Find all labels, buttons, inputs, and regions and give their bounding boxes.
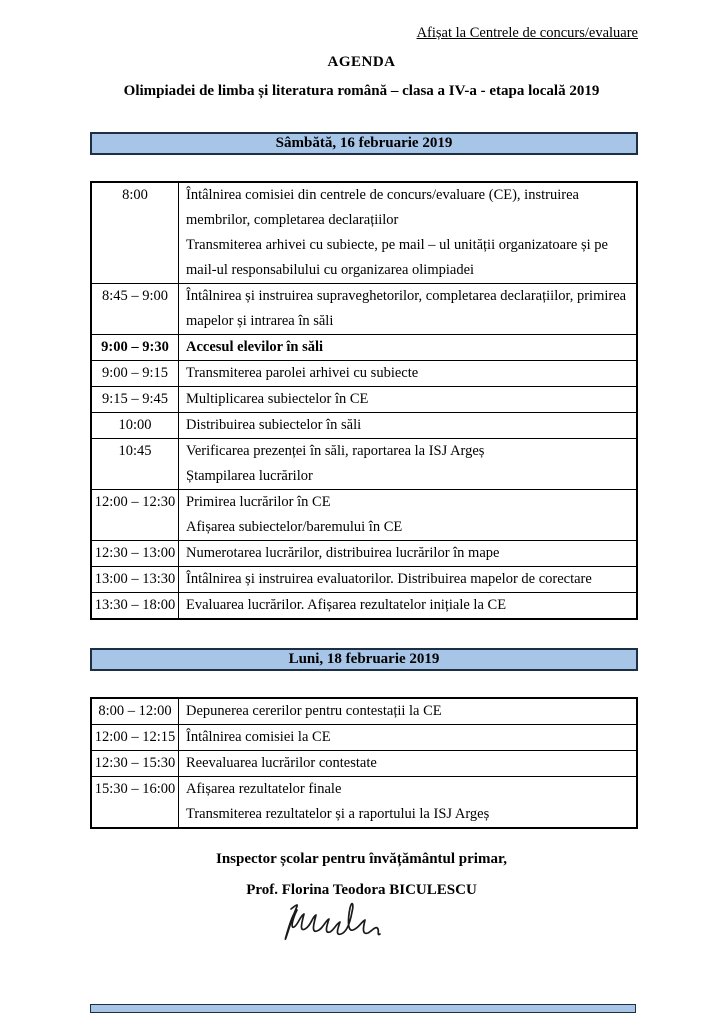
agenda-row xyxy=(91,725,637,751)
activity-paragraph: Verificarea prezenței în săli, raportarea la ISJ Argeș xyxy=(186,443,485,459)
agenda-row xyxy=(91,387,637,413)
activity-paragraph: Distribuirea subiectelor în săli xyxy=(186,417,362,433)
activity-paragraph: Primirea lucrărilor în CE xyxy=(186,494,331,510)
time-cell: 8:00 xyxy=(91,182,179,284)
activity-paragraph: Întâlnirea și instruirea supraveghetorilor, completarea declarațiilor, primirea mapelor și intrarea în săli xyxy=(186,288,627,329)
activity-paragraph: Întâlnirea comisiei din centrele de concurs/evaluare (CE), instruirea membrilor, completarea declarațiilor xyxy=(186,187,579,228)
time-cell: 8:00 – 12:00 xyxy=(91,698,179,725)
agenda-row xyxy=(91,593,637,620)
activity-paragraph: Transmiterea parolei arhivei cu subiecte xyxy=(186,365,419,381)
activity-paragraph: Afișarea subiectelor/baremului în CE xyxy=(186,519,403,535)
activity-cell xyxy=(179,361,638,387)
page-subtitle: Olimpiadei de limba și literatura română – clasa a IV-a - etapa locală 2019 xyxy=(123,83,600,99)
time-cell: 9:15 – 9:45 xyxy=(91,387,179,413)
time-cell: 12:30 – 13:00 xyxy=(91,541,179,567)
agenda-row xyxy=(91,335,637,361)
activity-cell xyxy=(179,413,638,439)
activity-cell xyxy=(179,777,638,829)
activity-paragraph: Evaluarea lucrărilor. Afișarea rezultatelor inițiale la CE xyxy=(186,597,507,613)
day-header-label: Sâmbătă, 16 februarie 2019 xyxy=(275,135,453,151)
agenda-row xyxy=(91,182,637,284)
posted-note: Afișat la Centrele de concurs/evaluare xyxy=(416,25,638,41)
inspector-name-line: Prof. Florina Teodora BICULESCU xyxy=(246,882,477,898)
page-title: AGENDA xyxy=(327,54,396,70)
activity-cell xyxy=(179,567,638,593)
activity-cell xyxy=(179,751,638,777)
activity-cell xyxy=(179,541,638,567)
activity-cell xyxy=(179,725,638,751)
activity-paragraph: Transmiterea rezultatelor și a raportului la ISJ Argeș xyxy=(186,806,490,822)
time-cell: 13:00 – 13:30 xyxy=(91,567,179,593)
agenda-section xyxy=(0,132,723,620)
time-cell: 12:00 – 12:30 xyxy=(91,490,179,541)
agenda-row xyxy=(91,777,637,829)
activity-paragraph: Accesul elevilor în săli xyxy=(186,339,324,355)
day-header-label: Luni, 18 februarie 2019 xyxy=(288,651,440,667)
activity-cell xyxy=(179,387,638,413)
next-page-header-partial-bar xyxy=(90,1004,636,1013)
agenda-row xyxy=(91,439,637,490)
signature-scribble-icon xyxy=(257,899,407,951)
activity-paragraph: Numerotarea lucrărilor, distribuirea lucrărilor în mape xyxy=(186,545,500,561)
agenda-row xyxy=(91,567,637,593)
time-cell: 10:00 xyxy=(91,413,179,439)
footer-block xyxy=(0,851,723,956)
agenda-row xyxy=(91,284,637,335)
activity-cell xyxy=(179,593,638,620)
agenda-sections xyxy=(0,132,723,829)
time-cell: 10:45 xyxy=(91,439,179,490)
time-cell: 12:00 – 12:15 xyxy=(91,725,179,751)
agenda-row xyxy=(91,541,637,567)
time-cell: 9:00 – 9:30 xyxy=(91,335,179,361)
agenda-row xyxy=(91,698,637,725)
activity-paragraph: Ștampilarea lucrărilor xyxy=(186,468,313,484)
activity-paragraph: Depunerea cererilor pentru contestații la CE xyxy=(186,703,442,719)
activity-paragraph: Întâlnirea și instruirea evaluatorilor. Distribuirea mapelor de corectare xyxy=(186,571,592,587)
activity-cell xyxy=(179,439,638,490)
agenda-row xyxy=(91,751,637,777)
activity-paragraph: Afișarea rezultatelor finale xyxy=(186,781,342,797)
activity-cell xyxy=(179,335,638,361)
activity-paragraph: Multiplicarea subiectelor în CE xyxy=(186,391,369,407)
activity-cell xyxy=(179,698,638,725)
day-header-bar xyxy=(90,132,638,155)
activity-paragraph: Întâlnirea comisiei la CE xyxy=(186,729,331,745)
agenda-section xyxy=(0,648,723,829)
time-cell: 13:30 – 18:00 xyxy=(91,593,179,620)
time-cell: 12:30 – 15:30 xyxy=(91,751,179,777)
agenda-table xyxy=(90,181,638,620)
day-header-bar xyxy=(90,648,638,671)
activity-cell xyxy=(179,284,638,335)
time-cell: 15:30 – 16:00 xyxy=(91,777,179,829)
inspector-role-line: Inspector școlar pentru învățământul primar, xyxy=(216,851,507,867)
activity-cell xyxy=(179,182,638,284)
agenda-row xyxy=(91,361,637,387)
time-cell: 9:00 – 9:15 xyxy=(91,361,179,387)
activity-paragraph: Reevaluarea lucrărilor contestate xyxy=(186,755,377,771)
agenda-row xyxy=(91,490,637,541)
activity-cell xyxy=(179,490,638,541)
time-cell: 8:45 – 9:00 xyxy=(91,284,179,335)
agenda-table xyxy=(90,697,638,829)
signature-area xyxy=(0,899,663,956)
activity-paragraph: Transmiterea arhivei cu subiecte, pe mail – ul unității organizatoare și pe mail-ul responsabilului cu organizarea olimpiadei xyxy=(186,237,608,278)
agenda-row xyxy=(91,413,637,439)
